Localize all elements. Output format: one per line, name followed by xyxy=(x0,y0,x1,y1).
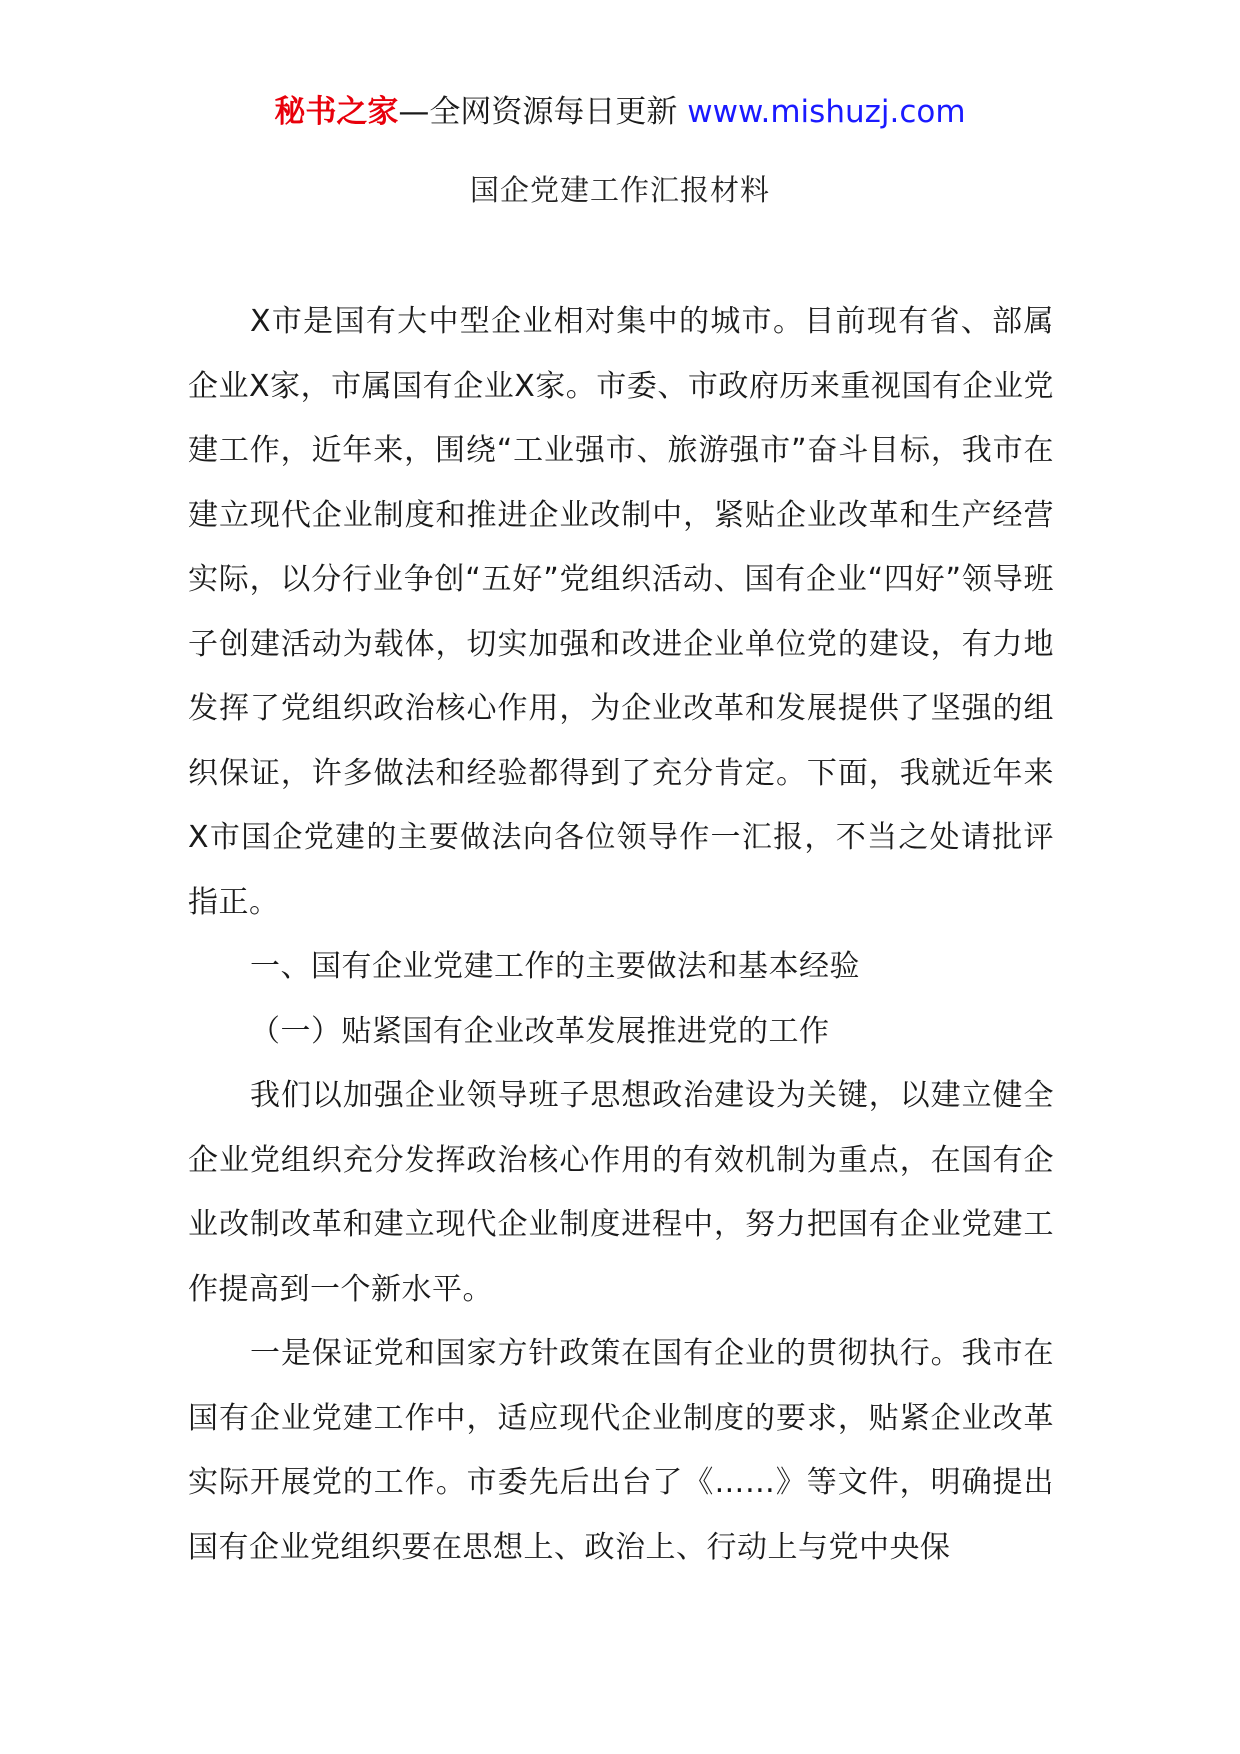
document-title: 国企党建工作汇报材料 xyxy=(469,173,770,207)
section-heading-1: 一、国有企业党建工作的主要做法和基本经验 xyxy=(250,949,860,984)
document-body xyxy=(188,290,1054,1580)
subsection-heading-1: （一）贴紧国有企业改革发展推进党的工作 xyxy=(250,1013,830,1049)
paragraph-subsection-1: 我们以加强企业领导班子思想政治建设为关键，以建立健全企业党组织充分发挥政治核心作用的有效机制为重点，在国有企业改制改革和建立现代企业制度进程中，努力把国有企业党建工作提高到一个新水平。 xyxy=(188,1078,1054,1307)
site-url-link[interactable]: www.mishuzj.com xyxy=(687,94,966,130)
brand-name: 秘书之家 xyxy=(274,94,399,130)
header-tagline: —全网资源每日更新 xyxy=(398,94,678,130)
paragraph-intro: X市是国有大中型企业相对集中的城市。目前现有省、部属企业X家，市属国有企业X家。市委、市政府历来重视国有企业党建工作，近年来，围绕“工业强市、旅游强市”奋斗目标，我市在建立现代企业制度和推进企业改制中，紧贴企业改革和生产经营实际，以分行业争创“五好”党组织活动、国有企业“四好”领导班子创建活动为载体，切实加强和改进企业单位党的建设，有力地发挥了党组织政治核心作用，为企业改革和发展提供了坚强的组织保证，许多做法和经验都得到了充分肯定。下面，我就近年来X市国企党建的主要做法向各位领导作一汇报，不当之处请批评指正。 xyxy=(188,304,1054,920)
site-header xyxy=(0,92,1240,132)
paragraph-point-1: 一是保证党和国家方针政策在国有企业的贯彻执行。我市在国有企业党建工作中，适应现代企业制度的要求，贴紧企业改革实际开展党的工作。市委先后出台了《……》等文件，明确提出国有企业党组织要在思想上、政治上、行动上与党中央保 xyxy=(188,1336,1054,1565)
